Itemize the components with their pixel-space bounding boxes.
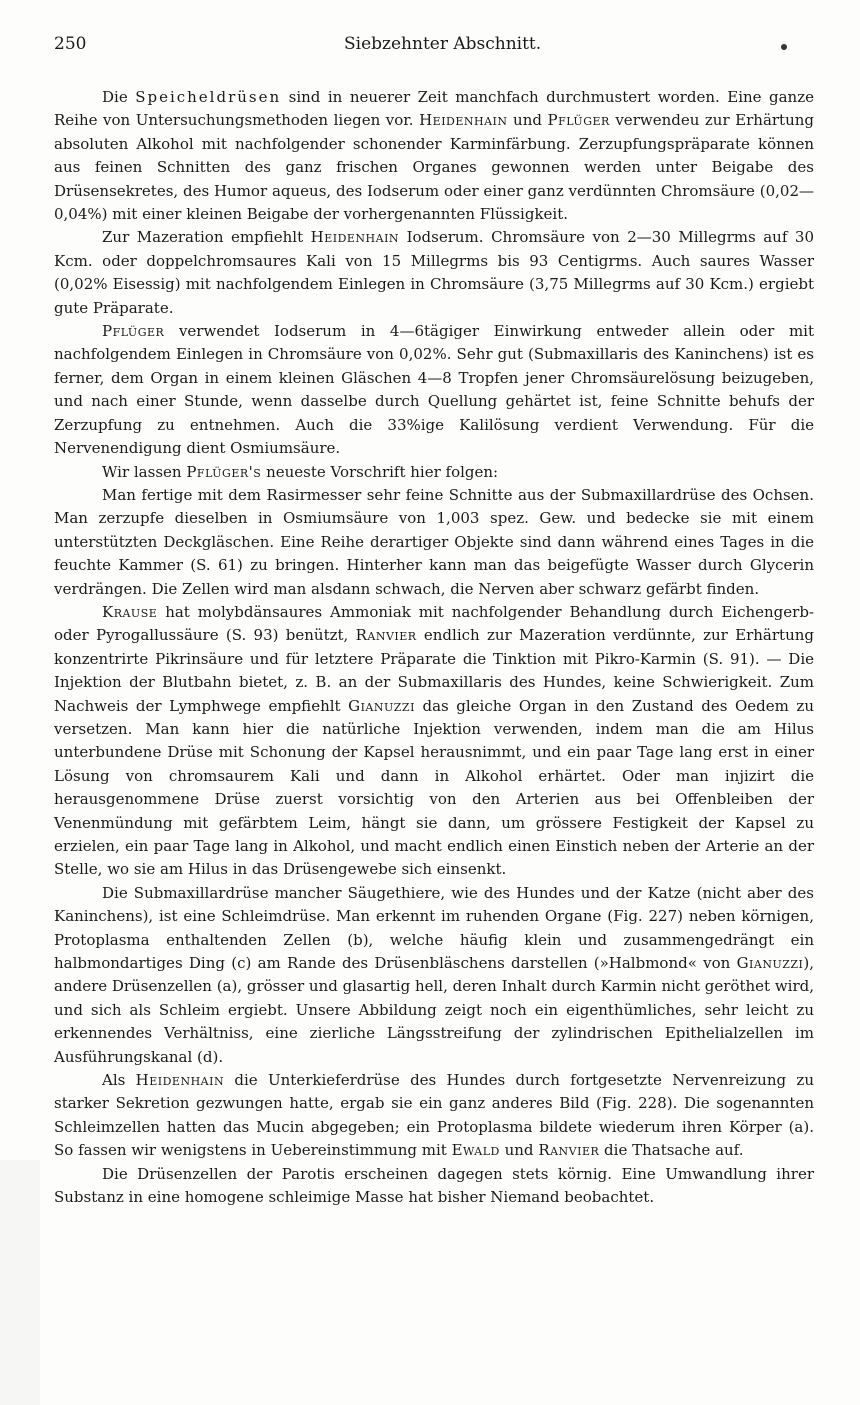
paragraph	[54, 1163, 814, 1210]
text-run: verwendet Iodserum in 4—6tägiger Einwirkung entweder allein oder mit nachfolgendem Einlegen in Chromsäure von 0,02%. Sehr gut (Submaxillaris des Kaninchens) ist es ferner, dem Organ in einem kleinen Gläschen 4—8 Tropfen jener Chromsäurelösung beizugeben, und nach einer Stunde, wenn dasselbe durch Quellung gehärtet ist, feine Schnitte behufs der Zerzupfung zu entnehmen. Auch die 33%ige Kalilösung verdient Verwendung. Für die Nervenendigung dient Osmiumsäure.	[54, 322, 814, 458]
text-run: Als	[102, 1071, 136, 1090]
author-name: Ranvier	[355, 626, 417, 645]
paragraph	[54, 1069, 814, 1163]
author-name: Pflüger's	[186, 462, 262, 481]
text-run: und	[499, 1141, 539, 1160]
paragraph	[54, 882, 814, 1069]
ink-spot	[781, 44, 787, 50]
author-name: Pflüger	[102, 322, 165, 341]
text-run: Wir lassen	[102, 462, 187, 481]
paragraph	[54, 601, 814, 882]
text-run: sind in neuerer Zeit manchfach durchmustert worden. Eine ganze Reihe von Untersuchungsmethoden liegen vor.	[54, 88, 814, 130]
text-run: das gleiche Organ in den Zustand des Oedem zu versetzen. Man kann hier die natürliche Injektion verwenden, indem man die am Hilus unterbundene Drüse mit Schonung der Kapsel herausnimmt, und ein paar Tage lang erst in einer Lösung von chromsaurem Kali und dann in Alkohol erhärtet. Oder man injizirt die herausgenommene Drüse zuerst vorsichtig von den Arterien aus bei Offenbleiben der Venenmündung mit gefärbtem Leim, hängt sie dann, um grössere Festigkeit der Kapsel zu erzielen, ein paar Tage lang in Alkohol, und macht endlich einen Einstich neben der Arterie an der Stelle, wo sie am Hilus in das Drüsengewebe sich einsenkt.	[54, 696, 814, 879]
text-run: Iodserum. Chromsäure von 2—30 Millegrms auf 30 Kcm. oder doppelchromsaures Kali von 15 Millegrms bis 93 Centigrms. Auch saures Wasser (0,02% Eisessig) mit nachfolgendem Einlegen in Chromsäure (3,75 Millegrms auf 30 Kcm.) ergiebt gute Präparate.	[54, 228, 814, 317]
author-name: Gianuzzi	[348, 696, 415, 715]
author-name: Krause	[102, 602, 158, 621]
spaced-term: Speicheldrüsen	[135, 88, 282, 106]
text-run: die Unterkieferdrüse des Hundes durch fortgesetzte Nervenreizung zu starker Sekretion gezwungen hatte, ergab sie ein ganz anderes Bild (Fig. 228). Die sogenannten Schleimzellen hatten das Mucin abgegeben; ein Protoplasma bildete wiederum ihren Körper (a). So fassen wir wenigstens in Uebereinstimmung mit	[54, 1071, 814, 1160]
author-name: Heidenhain	[135, 1071, 225, 1090]
page-edge-shadow	[0, 1160, 40, 1405]
page-number: 250	[54, 34, 87, 54]
author-name: Heidenhain	[419, 111, 508, 130]
author-name: Gianuzzi	[736, 954, 804, 973]
text-run: Man fertige mit dem Rasirmesser sehr feine Schnitte aus der Submaxillardrüse des Ochsen. Man zerzupfe dieselben in Osmiumsäure von 1,003 spez. Gew. und bedecke sie mit einem unterstützten Deckgläschen. Eine Reihe derartiger Objekte sind dann während eines Tages in die feuchte Kammer (S. 61) zu bringen. Hinterher kann man das beigefügte Wasser durch Glycerin verdrängen. Die Zellen wird man alsdann schwach, die Nerven aber schwarz gefärbt finden.	[54, 485, 814, 598]
author-name: Pflüger	[547, 111, 610, 130]
text-run: hat molybdänsaures Ammoniak mit nachfolgender Behandlung durch Eichengerb- oder Pyrogallussäure (S. 93) benützt,	[54, 602, 814, 645]
paragraph	[54, 320, 814, 460]
body-text	[54, 86, 814, 1210]
text-run: endlich zur Mazeration verdünnte, zur Erhärtung konzentrirte Pikrinsäure und für letztere Präparate die Tinktion mit Pikro-Karmin (S. 91). — Die Injektion der Blutbahn bietet, z. B. an der Submaxillaris des Hundes, keine Schwierigkeit. Zum Nachweis der Lymphwege empfiehlt	[54, 626, 814, 715]
paragraph	[54, 461, 814, 484]
running-head: Siebzehnter Abschnitt.	[344, 34, 542, 54]
text-run: Die	[102, 88, 136, 106]
paragraph	[54, 226, 814, 320]
text-run: Zur Mazeration empfiehlt	[102, 228, 311, 247]
text-run: die Thatsache auf.	[599, 1141, 744, 1160]
text-run: neueste Vorschrift hier folgen:	[261, 462, 499, 481]
text-run: Die Drüsenzellen der Parotis erscheinen dagegen stets körnig. Eine Umwandlung ihrer Substanz in eine homogene schleimige Masse hat bisher Niemand beobachtet.	[54, 1164, 814, 1207]
text-run: Die Submaxillardrüse mancher Säugethiere, wie des Hundes und der Katze (nicht aber des Kaninchens), ist eine Schleimdrüse. Man erkennt im ruhenden Organe (Fig. 227) neben körnigen, Protoplasma enthaltenden Zellen (b), welche häufig klein und zusammengedrängt ein halbmondartiges Ding (c) am Rande des Drüsenbläschens darstellen (»Halbmond« von	[54, 883, 814, 973]
author-name: Ewald	[451, 1141, 500, 1160]
paragraph	[54, 86, 814, 226]
page-header	[54, 34, 814, 60]
author-name: Ranvier	[538, 1141, 600, 1160]
paragraph	[54, 484, 814, 601]
author-name: Heidenhain	[310, 228, 400, 247]
text-run: ), andere Drüsenzellen (a), grösser und glasartig hell, deren Inhalt durch Karmin nicht geröthet wird, und sich als Schleim ergiebt. Unsere Abbildung zeigt noch ein eigenthümliches, sehr leicht zu erkennendes Verhältniss, eine zierliche Längsstreifung der zylindrischen Epithelialzellen im Ausführungskanal (d).	[54, 954, 814, 1066]
text-run: und	[507, 111, 548, 130]
text-run: verwendeu zur Erhärtung absoluten Alkohol mit nachfolgender schonender Karminfärbung. Zerzupfungspräparate können aus feinen Schnitten des ganz frischen Organes gewonnen werden unter Beigabe des Drüsensekretes, des Humor aqueus, des Iodserum oder einer ganz verdünnten Chromsäure (0,02—0,04%) mit einer kleinen Beigabe der vorhergenannten Flüssigkeit.	[54, 111, 815, 224]
